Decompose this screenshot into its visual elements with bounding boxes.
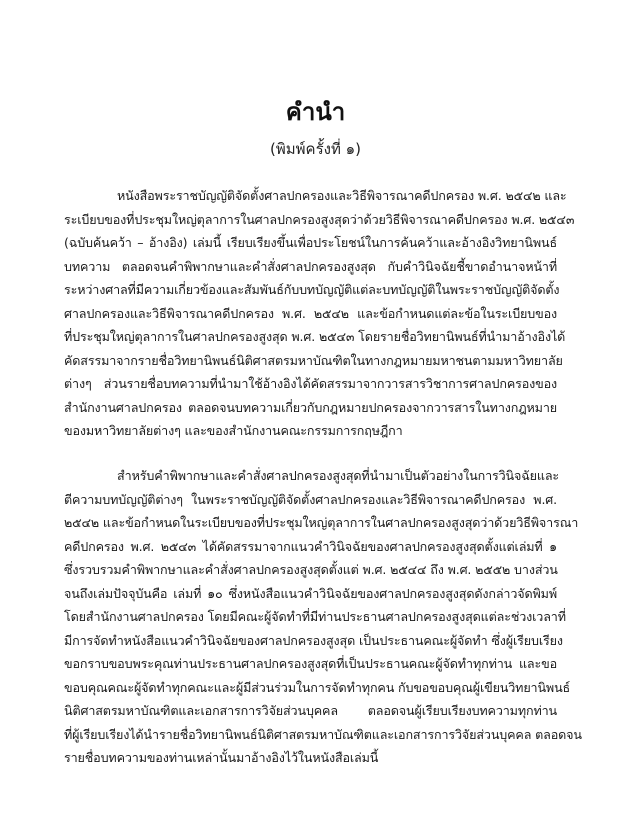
paragraph-line: ที่ผู้เรียบเรียงได้นำรายชื่อวิทยานิพนธ์นิติศาสตรมหาบัณฑิตและเอกสารการวิจัยส่วนบุคคล ตลอดจน [64,726,582,742]
page-title: คำนำ [285,98,346,126]
paragraph-line: ขอบคุณคณะผู้จัดทำทุกคณะและผู้มีส่วนร่วมในการจัดทำทุกคน กับขอขอบคุณผู้เขียนวิทยานิพนธ์ [64,679,571,695]
paragraph-line: ระหว่างศาลที่มีความเกี่ยวข้องและสัมพันธ์กับบทบัญญัติแต่ละบทบัญญัติในพระราชบัญญัติจัดตั้ง [64,282,560,297]
paragraph-line: จนถึงเล่มปัจจุบันคือ เล่มที่ ๑๐ ซึ่งหนังสือแนวคำวินิจฉัยของศาลปกครองสูงสุดดังกล่าวจัดพิมพ์ [64,585,557,601]
paragraph-line: บทความ ตลอดจนคำพิพากษาและคำสั่งศาลปกครองสูงสุด กับคำวินิจฉัยชี้ขาดอำนาจหน้าที่ [64,258,557,274]
paragraph-line: ต่างๆ ส่วนรายชื่อบทความที่นำมาใช้อ้างอิงได้คัดสรรมาจากวารสารวิชาการศาลปกครองของ [64,376,557,391]
paragraph-line: ๒๕๔๒ และข้อกำหนดในระเบียบของที่ประชุมใหญ่ตุลาการในศาลปกครองสูงสุดว่าด้วยวิธีพิจารณา [64,515,579,530]
paragraph-line: ศาลปกครองและวิธีพิจารณาคดีปกครอง พ.ศ. ๒๕๔๒ และข้อกำหนดแต่ละข้อในระเบียบของ [64,305,557,321]
paragraph-line: ตีความบทบัญญัติต่างๆ ในพระราชบัญญัติจัดตั้งศาลปกครองและวิธีพิจารณาคดีปกครอง พ.ศ. [64,491,557,507]
edition-subtitle: (พิมพ์ครั้งที่ ๑) [270,140,361,158]
paragraph-line: (ฉบับค้นคว้า – อ้างอิง) เล่มนี้ เรียบเรียงขึ้นเพื่อประโยชน์ในการค้นคว้าและอ้างอิงวิทยานิพนธ์ [64,235,557,250]
paragraph-line: สำหรับคำพิพากษาและคำสั่งศาลปกครองสูงสุดที่นำมาเป็นตัวอย่างในการวินิจฉัยและ [117,468,560,483]
paragraph-line: หนังสือพระราชบัญญัติจัดตั้งศาลปกครองและวิธีพิจารณาคดีปกครอง พ.ศ. ๒๕๔๒ และ [117,188,567,203]
paragraph-line: ขอกราบขอบพระคุณท่านประธานศาลปกครองสูงสุดที่เป็นประธานคณะผู้จัดทำทุกท่าน และขอ [64,656,557,671]
paragraph-line: สำนักงานศาลปกครอง ตลอดจนบทความเกี่ยวกับกฎหมายปกครองจากวารสารในทางกฎหมาย [64,399,557,415]
paragraph-line: ระเบียบของที่ประชุมใหญ่ตุลาการในศาลปกครองสูงสุดว่าด้วยวิธีพิจารณาคดีปกครอง พ.ศ. ๒๕๔๓ [64,211,575,227]
paragraph-line: ของมหาวิทยาลัยต่างๆ และของสำนักงานคณะกรรมการกฤษฎีกา [64,423,403,438]
paragraph-line: มีการจัดทำหนังสือแนวคำวินิจฉัยของศาลปกครองสูงสุด เป็นประธานคณะผู้จัดทำ ซึ่งผู้เรียบเรียง [64,632,563,648]
paragraph-line: รายชื่อบทความของท่านเหล่านั้นมาอ้างอิงไว้ในหนังสือเล่มนี้ [64,750,379,765]
paragraph-intro [64,184,575,443]
paragraph-line: คัดสรรมาจากรายชื่อวิทยานิพนธ์นิติศาสตรมหาบัณฑิตในทางกฎหมายมหาชนตามมหาวิทยาลัย [64,352,563,368]
paragraph-line: ที่ประชุมใหญ่ตุลาการในศาลปกครองสูงสุด พ.ศ. ๒๕๔๓ โดยรายชื่อวิทยานิพนธ์ที่นำมาอ้างอิงได้ [64,329,566,344]
paragraph-line: คดีปกครอง พ.ศ. ๒๕๔๓ ได้คัดสรรมาจากแนวคำวินิจฉัยของศาลปกครองสูงสุดตั้งแต่เล่มที่ ๑ [64,538,557,554]
paragraph-line: ซึ่งรวบรวมคำพิพากษาและคำสั่งศาลปกครองสูงสุดตั้งแต่ พ.ศ. ๒๕๔๔ ถึง พ.ศ. ๒๕๕๒ บางส่วน [64,562,558,577]
paragraph-line: นิติศาสตรมหาบัณฑิตและเอกสารการวิจัยส่วนบุคคล ตลอดจนผู้เรียบเรียงบทความทุกท่าน [64,703,557,718]
paragraph-acknowledgements [64,464,582,770]
paragraph-line: โดยสำนักงานศาลปกครอง โดยมีคณะผู้จัดทำที่มีท่านประธานศาลปกครองสูงสุดแต่ละช่วงเวลาที่ [64,609,566,624]
